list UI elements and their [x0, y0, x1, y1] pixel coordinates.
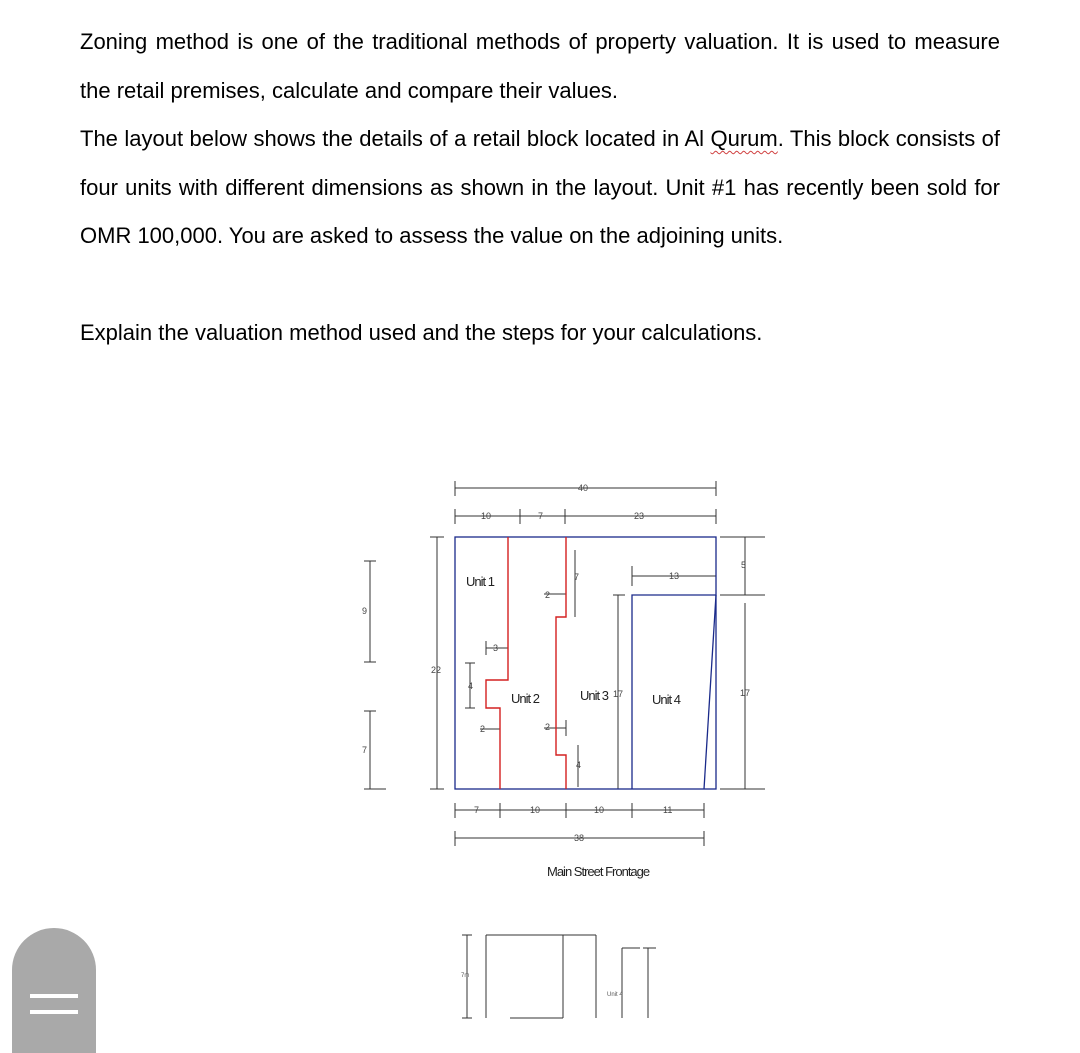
question-paragraph: Explain the valuation method used and the steps for your calculations. — [80, 320, 763, 345]
layout-paragraph-start: The layout below shows the details of a retail block located in Al — [80, 126, 711, 151]
unit1-label: Unit 1 — [466, 574, 494, 589]
dim-top-seg1: 10 — [481, 511, 492, 521]
second-layout-partial — [462, 935, 656, 1018]
dim-u2-offset-top: 2 — [545, 590, 551, 600]
dim-top-overall: 40 — [578, 483, 589, 493]
frontage-label: Main Street Frontage — [547, 864, 650, 879]
intro-paragraph: Zoning method is one of the traditional methods of property valuation. It is used to measure the retail premises, calculate and compare their values. — [80, 29, 1000, 103]
dim-top-seg2: 7 — [538, 511, 544, 521]
unit2-label: Unit 2 — [511, 691, 539, 706]
second-left-height: 7m — [461, 973, 470, 979]
grip-lines-icon — [30, 990, 78, 1018]
dim-bottom-overall: 38 — [574, 833, 585, 843]
dim-u3-depth: 17 — [613, 689, 624, 699]
second-unit4-label: Unit 4 — [607, 992, 623, 998]
dim-u3-bottom: 4 — [576, 760, 582, 770]
unit-boundaries — [486, 537, 566, 789]
scroll-handle[interactable] — [12, 928, 96, 1053]
dim-u4-width: 13 — [669, 571, 680, 581]
dim-left-lower: 7 — [362, 745, 368, 755]
dim-left-upper: 9 — [362, 606, 368, 616]
dim-step-width: 3 — [493, 643, 499, 653]
dimension-lines — [364, 481, 765, 846]
dim-bottom-seg2: 10 — [530, 805, 541, 815]
dim-u2-offset-bottom: 2 — [545, 722, 551, 732]
dim-left-depth: 22 — [431, 665, 442, 675]
dim-bottom-seg4: 11 — [663, 805, 673, 815]
layout-paragraph-end: . This block consists of four units with different dimensions as shown in the layout. Unit #1 has recently been sold for OMR 100,000. You are asked to assess the value on the adjoining units. — [80, 126, 1000, 248]
dim-right-top: 5 — [741, 560, 747, 570]
dim-bottom-seg1: 7 — [474, 805, 480, 815]
dim-top-seg3: 23 — [634, 511, 645, 521]
unit3-label: Unit 3 — [580, 688, 608, 703]
dim-bottom-seg3: 10 — [594, 805, 605, 815]
dim-step-depth: 4 — [468, 681, 474, 691]
unit4-label: Unit 4 — [652, 692, 680, 707]
misspelled-word[interactable]: Qurum — [710, 126, 778, 151]
dim-right-depth: 17 — [740, 688, 751, 698]
dim-u1-offset: 2 — [480, 724, 486, 734]
dim-u3-top: 7 — [574, 572, 580, 582]
